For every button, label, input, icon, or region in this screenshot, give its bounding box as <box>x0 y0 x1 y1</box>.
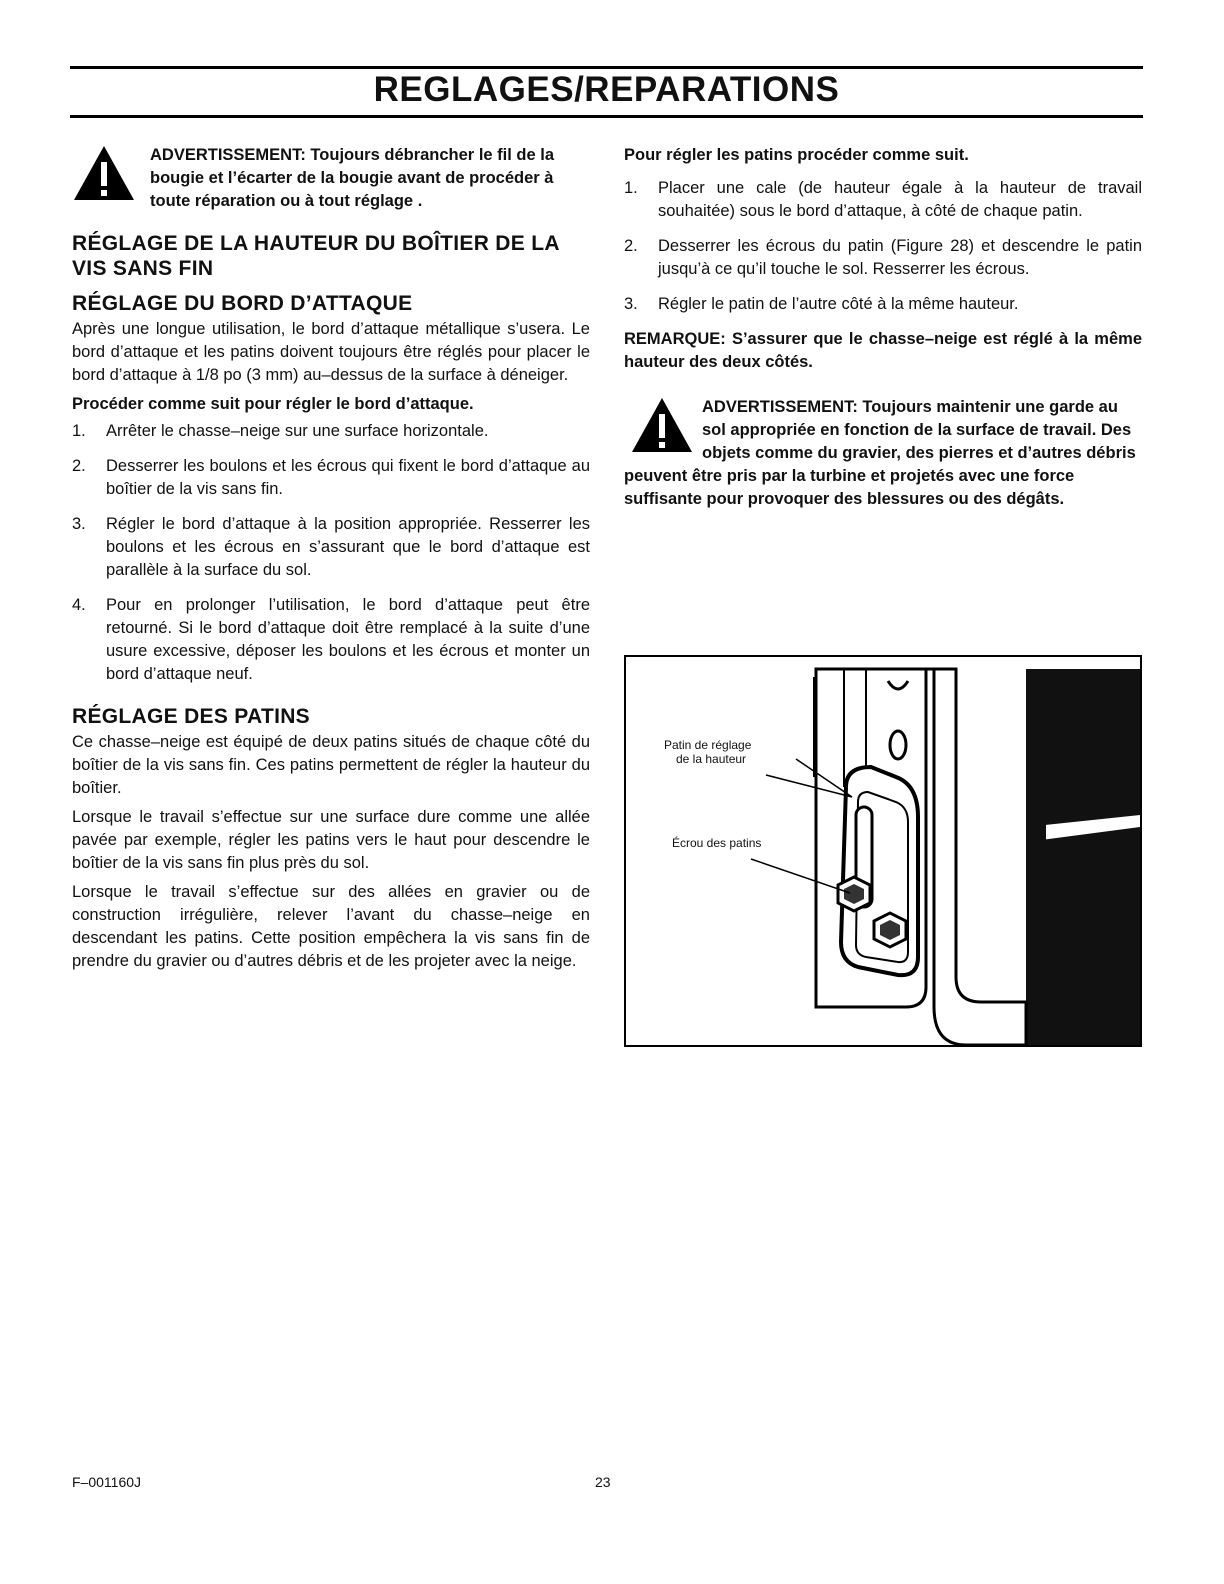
list-item: 1. Placer une cale (de hauteur égale à la hauteur de travail souhaitée) sous le bord d’attaque, à côté de chaque patin. <box>624 179 1142 220</box>
list-item: 1. Arrêter le chasse–neige sur une surface horizontale. <box>72 422 489 440</box>
paragraph-skids-1: Ce chasse–neige est équipé de deux patins situés de chaque côté du boîtier de la vis sans fin. Ces patins permettent de régler la hauteur du boîtier. <box>72 733 590 797</box>
page-title: REGLAGES/REPARATIONS <box>373 70 840 109</box>
skid-illustration <box>626 657 1140 1045</box>
shave-plate-steps <box>72 420 590 686</box>
warning-text-2: ADVERTISSEMENT: Toujours maintenir une garde au sol appropriée en fonction de la surface de travail. Des objets comme du gravier, des pierres et d’autres débris peuvent être pris par la turbine et projetés avec une force suffisante pour provoquer des blessures ou des dégâts. <box>624 398 1136 508</box>
right-column <box>624 144 1142 523</box>
paragraph-skids-2: Lorsque le travail s’effectue sur une surface dure comme une allée pavée par exemple, régler les patins vers le haut pour descendre le boîtier de la vis sans fin plus près du sol. <box>72 808 590 872</box>
label-height-skid-line2: de la hauteur <box>676 752 747 766</box>
heading-auger-housing: RÉGLAGE DE LA HAUTEUR DU BOÎTIER DE LA VIS SANS FIN <box>72 232 560 280</box>
paragraph-skids-3: Lorsque le travail s’effectue sur des allées en gravier ou de construction irrégulière, relever l’avant du chasse–neige en descendant les patins. Cette position empêchera la vis sans fin de prendre du gravier ou d’autres débris et de les projeter avec la neige. <box>72 883 590 970</box>
list-item: 2. Desserrer les écrous du patin (Figure 28) et descendre le patin jusqu’à ce qu’il touche le sol. Resserrer les écrous. <box>624 237 1142 278</box>
label-height-skid: Patin de réglage <box>664 738 752 752</box>
paragraph-shave-plate: Après une longue utilisation, le bord d’attaque métallique s’usera. Le bord d’attaque et les patins doivent toujours être réglés pour placer le bord d’attaque à 1/8 po (3 mm) au–dessus de la surface à déneiger. <box>72 320 590 384</box>
warning-block-2 <box>624 396 1142 511</box>
list-item: 3. Régler le bord d’attaque à la position appropriée. Resserrer les boulons et les écrous en s’assurant que le bord d’attaque est parallèle à la surface du sol. <box>72 515 590 579</box>
note-text: REMARQUE: S’assurer que le chasse–neige est réglé à la même hauteur des deux côtés. <box>624 330 1142 371</box>
left-column <box>72 144 590 973</box>
figure-caption: Figure 28 <box>1061 1024 1112 1038</box>
list-item: 3. Régler le patin de l’autre côté à la même hauteur. <box>624 295 1019 313</box>
page-number: 23 <box>595 1474 611 1490</box>
label-skid-nut: Écrou des patins <box>672 836 762 850</box>
subheading-skid-steps: Pour régler les patins procéder comme suit. <box>624 146 969 164</box>
skid-steps <box>624 177 1142 316</box>
warning-triangle-icon <box>630 396 694 454</box>
warning-text-1: ADVERTISSEMENT: Toujours débrancher le fil de la bougie et l’écarter de la bougie avant de procéder à toute réparation ou à tout réglage . <box>150 146 555 210</box>
warning-block-1 <box>72 144 590 213</box>
heading-shave-plate: RÉGLAGE DU BORD D’ATTAQUE <box>72 292 413 315</box>
list-item: 2. Desserrer les boulons et les écrous qui fixent le bord d’attaque au boîtier de la vis sans fin. <box>72 457 590 498</box>
title-rule <box>70 115 1143 118</box>
warning-triangle-icon <box>72 144 136 202</box>
top-rule <box>70 66 1143 69</box>
list-item: 4. Pour en prolonger l’utilisation, le bord d’attaque peut être retourné. Si le bord d’attaque doit être remplacé à la suite d’une usure excessive, déposer les boulons et les écrous et monter un bord d’attaque neuf. <box>72 596 590 683</box>
footer-code: F–001160J <box>72 1474 142 1490</box>
subheading-shave-plate-steps: Procéder comme suit pour régler le bord d’attaque. <box>72 395 474 413</box>
heading-skids: RÉGLAGE DES PATINS <box>72 705 310 728</box>
figure-28 <box>624 655 1142 1047</box>
